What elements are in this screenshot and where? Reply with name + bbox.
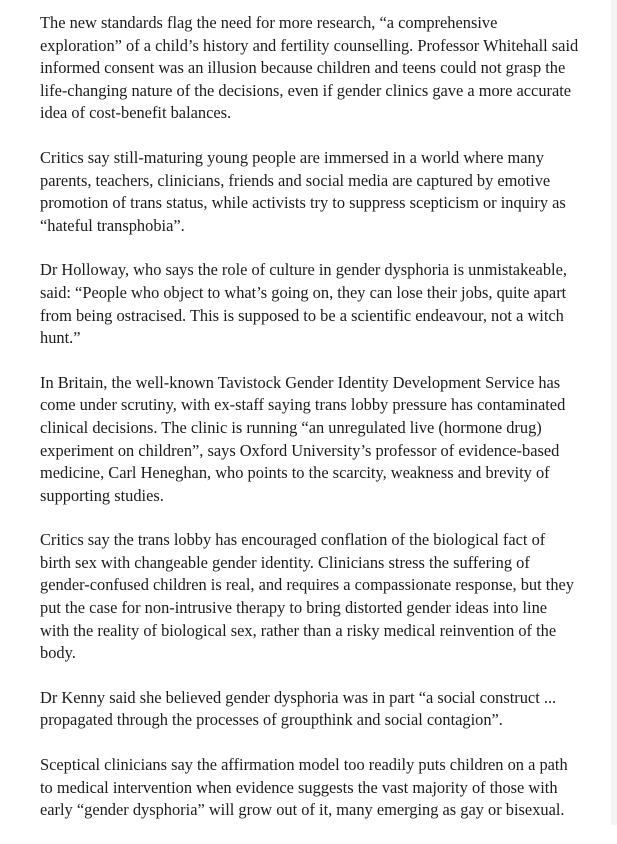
paragraph-dr-kenny: Dr Kenny said she believed gender dysphoria was in part “a social construct ... propagated through the processes of groupthink and social contagion”. [40, 687, 557, 730]
paragraph-conflation: Critics say the trans lobby has encouraged conflation of the biological fact of birth sex with changeable gender identity. Clinicians stress the suffering of gender-confused children is real, and requires a compassionate response, but they put the case for non-intrusive therapy to bring distorted gender ideas into line with the reality of biological sex, rather than a risky medical reinvention of the body. [40, 530, 574, 663]
paragraph-affirmation-model: Sceptical clinicians say the affirmation model too readily puts children on a path to medical intervention when evidence suggests the vast majority of those with early “gender dysphoria” will grow out of it, many emerging as gay or bisexual. [40, 755, 568, 820]
paragraph-new-standards: The new standards flag the need for more research, “a comprehensive exploration” of a child’s history and fertility counselling. Professor Whitehall said informed consent was an illusion because children and teens could not grasp the life-changing nature of the decisions, even if gender clinics gave a more accurate idea of cost-benefit balances. [40, 13, 579, 123]
article-body [40, 12, 580, 844]
paragraph-dr-holloway: Dr Holloway, who says the role of culture in gender dysphoria is unmistakeable, said: “People who object to what’s going on, they can lose their jobs, quite apart from being ostracised. This is supposed to be a scientific endeavour, not a witch hunt.” [40, 260, 567, 348]
page-scrollbar[interactable] [611, 0, 617, 825]
paragraph-critics-immersed: Critics say still-maturing young people are immersed in a world where many parents, teachers, clinicians, friends and social media are captured by emotive promotion of trans status, while activists try to suppress scepticism or inquiry as “hateful transphobia”. [40, 147, 566, 235]
paragraph-tavistock: In Britain, the well-known Tavistock Gender Identity Development Service has come under scrutiny, with ex-staff saying trans lobby pressure has contaminated clinical decisions. The clinic is running “an unregulated live (hormone drug) experiment on children”, says Oxford University’s professor of evidence-based medicine, Carl Heneghan, who points to the scarcity, weakness and brevity of supporting studies. [40, 372, 566, 505]
